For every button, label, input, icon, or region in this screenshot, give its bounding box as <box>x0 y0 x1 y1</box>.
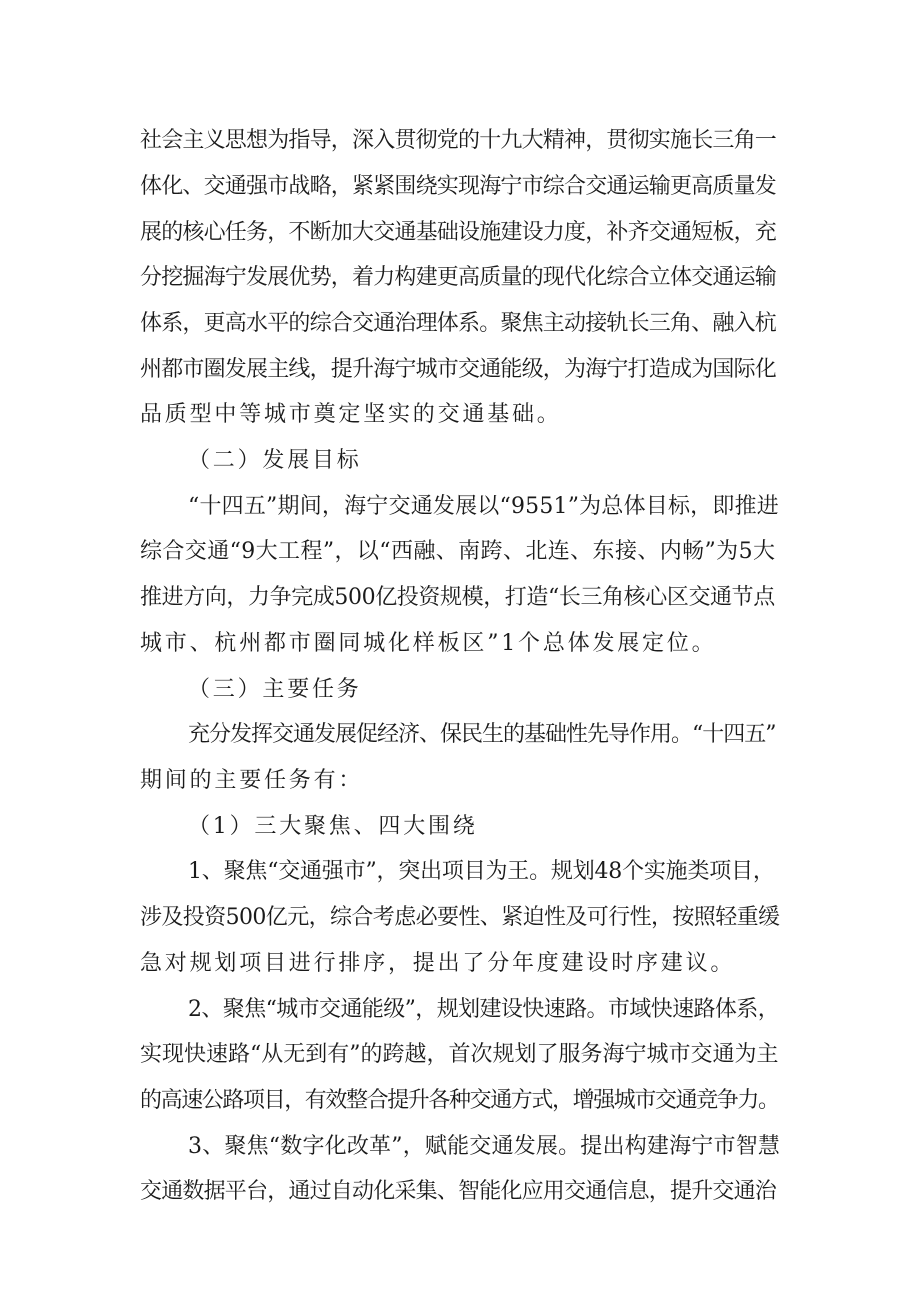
body-text-line: “十四五”期间，海宁交通发展以“9551”为总体目标，即推进 <box>188 494 779 519</box>
section-heading-main-tasks: （三）主要任务 <box>188 677 362 702</box>
body-text-line: 州都市圈发展主线，提升海宁城市交通能级，为海宁打造成为国际化 <box>140 357 777 382</box>
body-text-line: 体系，更高水平的综合交通治理体系。聚焦主动接轨长三角、融入杭 <box>140 311 777 336</box>
body-text-line: 充分发挥交通发展促经济、保民生的基础性先导作用。“十四五” <box>188 722 776 747</box>
body-text-line: 的高速公路项目，有效整合提升各种交通方式，增强城市交通竞争力。 <box>140 1088 779 1113</box>
body-text-line: 1、聚焦“交通强市”，突出项目为王。规划48个实施类项目， <box>188 859 775 884</box>
body-text-line: 急对规划项目进行排序，提出了分年度建设时序建议。 <box>140 951 736 976</box>
body-text-line: 3、聚焦“数字化改革”，赋能交通发展。提出构建海宁市智慧 <box>188 1134 781 1159</box>
body-text-line: 交通数据平台，通过自动化采集、智能化应用交通信息，提升交通治 <box>140 1179 777 1204</box>
body-text-line: 涉及投资500亿元，综合考虑必要性、紧迫性及可行性，按照轻重缓 <box>140 905 780 930</box>
body-text-line: 展的核心任务，不断加大交通基础设施建设力度，补齐交通短板，充 <box>140 220 777 245</box>
body-text-line: 综合交通“9大工程”，以“西融、南跨、北连、东接、内畅”为5大 <box>140 539 776 564</box>
body-text-line: 2、聚焦“城市交通能级”，规划建设快速路。市域快速路体系， <box>188 997 780 1022</box>
body-text-line: 体化、交通强市战略，紧紧围绕实现海宁市综合交通运输更高质量发 <box>140 174 777 199</box>
body-text-line: 品质型中等城市奠定坚实的交通基础。 <box>140 402 562 427</box>
body-text-line: 分挖掘海宁发展优势，着力构建更高质量的现代化综合立体交通运输 <box>140 265 777 290</box>
body-text-line: 城市、杭州都市圈同城化样板区”1个总体发展定位。 <box>140 631 717 656</box>
subsection-heading: （1）三大聚焦、四大围绕 <box>188 814 478 839</box>
body-text-line: 期间的主要任务有： <box>140 768 364 793</box>
body-text-line: 实现快速路“从无到有”的跨越，首次规划了服务海宁城市交通为主 <box>140 1042 779 1067</box>
body-text-line: 推进方向，力争完成500亿投资规模，打造“长三角核心区交通节点 <box>140 585 775 610</box>
section-heading-development-goals: （二）发展目标 <box>188 448 362 473</box>
body-text-line: 社会主义思想为指导，深入贯彻党的十九大精神，贯彻实施长三角一 <box>140 128 777 153</box>
